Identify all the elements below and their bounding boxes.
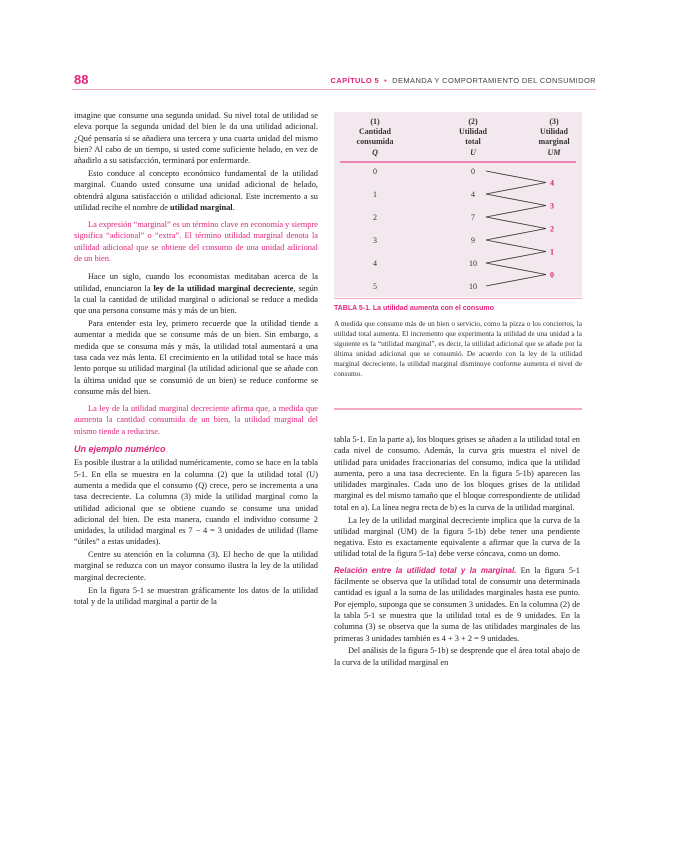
paragraph: Para entender esta ley, primero recuerde que la utilidad tiende a aumentar a medida que se consume más de un bien. Sin embargo, a medida que se consuma más y más, la utilidad total aumentará a una tasa cada vez más lenta. El crecimiento en la utilidad total se hace más lento porque su utilidad marginal (la utilidad adicional que se añade con la última unidad que se consumió de un bien) se reduce conforme se consume más del bien. [74,319,318,396]
run-in-heading: Relación entre la utilidad total y la marginal. [334,565,517,575]
text: , según la cual la cantidad de utilidad marginal o adicional se reduce a medida que una persona consume más y más de un bien. [74,283,318,316]
table-caption: TABLA 5-1. La utilidad aumenta con el consumo [334,305,494,312]
paragraph: tabla 5-1. En la parte a), los bloques grises se añaden a la utilidad total en cada nivel de consumo. Además, la curva gris muestra el nivel de utilidad para unidades fraccionarias del consumo, indica que la utilidad aumenta, pero a una tasa decreciente. En la figura 5-1b) aparecen las utilidades marginales. Cada uno de los bloques grises de la utilidad marginal es del mismo tamaño que el bloque correspondiente de utilidad total en a). La línea negra recta de b) es la curva de la utilidad marginal. [334,435,580,512]
paragraph: imagine que consume una segunda unidad. Su nivel total de utilidad se eleva porque la segunda unidad del bien le da una utilidad adicional. ¿Qué pensaría si se añadiera una tercera y una cuarta unidad del mismo bien? Al cabo de un tiempo, si usted come suficiente helado, en vez de añadirlo a su satisfacción, terminará por enfermarde. [74,111,318,166]
paragraph: En la figura 5-1 se muestran gráficamente los datos de la utilidad total y de la utilidad marginal a partir de la [74,585,318,606]
marginal-utility-cell: 0 [550,270,554,280]
paragraph: La ley de la utilidad marginal decreciente implica que la curva de la utilidad marginal (UM) de la figura 5-1b) debe tener una pendiente negativa. Esto es exactamente equivalente a afirmar que la curva de la utilidad total de la figura 5-1a) debe verse cóncava, como un domo. [334,515,580,559]
caption-rule [334,298,582,299]
text: Esto conduce al concepto económico fundamental de la utilidad marginal. Cuando usted consume una unidad adicional de helado, obtendrá alguna satisfacción o utilidad adicional. Este incremento a su utilidad recibe el nombre de [74,168,318,212]
marginal-utility-cell: 3 [550,201,554,211]
running-head [331,76,596,85]
col1-label: Cantidad [358,127,392,136]
paragraph [74,271,318,316]
col3-label: Utilidad [539,127,569,136]
col2-label: total [465,137,481,146]
paragraph [334,565,580,644]
total-utility-cell: 0 [471,167,475,176]
text: En la figura 5-1 fácilmente se observa que la utilidad total de consumir una determinada cantidad es igual a la suma de las utilidades marginales hasta ese punto. Por ejemplo, suponga que se consumen 3 unidades. En la columna (2) de la tabla 5-1 se muestra que la utilidad total es de 9 unidades. En la columna (3) se observa que la suma de las utilidades marginales de las primeras 3 unidades también es 4 + 3 + 2 = 9 unidades. [334,565,580,643]
total-utility-cell: 10 [469,282,477,291]
col1-symbol: Q [372,148,378,157]
paragraph: Es posible ilustrar a la utilidad numéricamente, como se hace en la tabla 5-1. En ella se muestra en la columna (2) que la utilidad total (U) aumenta a medida que el consumo (Q) crece, pero se incrementa a una tasa decreciente. La columna (3) mide la utilidad marginal como la utilidad adicional que se obtiene cuando se consume una unidad adicional del bien. De esta manera, cuando el individuo consume 2 unidades, la utilidad marginal es 7 − 4 = 3 unidades de utilidad (llame “útiles” a estas unidades). [74,458,318,547]
col2-symbol: U [470,148,476,157]
table-description: A medida que consume más de un bien o servicio, como la pizza o los conciertos, la utilidad total aumenta. El incremento que experimenta la utilidad de una unidad a la siguiente es la “utilidad marginal”, es decir, la utilidad adicional que se añade por la última unidad adicional que se consumió. De acuerdo con la ley de la utilidad marginal decreciente, la utilidad marginal disminuye conforme aumenta el nivel de consumo. [334,319,582,378]
separator-dot: • [384,76,388,85]
quantity-cell: 3 [373,236,377,245]
text: Hace un siglo, cuando los economistas meditaban acerca de la utilidad, enunciaron la [74,272,318,293]
subheading: Un ejemplo numérico [74,444,166,455]
chapter-label: CAPÍTULO 5 [330,76,380,85]
table-5-1 [334,112,582,297]
total-utility-cell: 4 [471,190,475,199]
right-column [334,434,580,669]
left-column [74,110,318,609]
highlight-note: La expresión “marginal” es un término clave en economía y siempre significa “adicional” o “extra”. El término utilidad marginal denota la utilidad adicional que se obtiene del consumo de una unidad adicional de un bien. [74,220,318,264]
term: utilidad marginal [170,202,233,212]
text: . [232,202,235,212]
highlight-note: La ley de la utilidad marginal decreciente afirma que, a medida que aumenta la cantidad consumida de un bien, la utilidad marginal del mismo tiende a reducirse. [74,404,318,436]
term: ley de la utilidad marginal decreciente [153,283,294,293]
paragraph [74,168,318,213]
marginal-utility-cell: 2 [550,224,554,234]
total-utility-cell: 7 [471,213,475,222]
quantity-cell: 5 [373,282,377,291]
paragraph: Centre su atención en la columna (3). El hecho de que la utilidad marginal se reduzca con un mayor consumo ilustra la ley de la utilidad marginal decreciente. [74,550,318,582]
page-number: 88 [74,72,89,87]
chapter-title: DEMANDA Y COMPORTAMIENTO DEL CONSUMIDOR [392,76,596,85]
col3-number: (3) [549,117,559,126]
col1-number: (1) [370,117,380,126]
quantity-cell: 1 [373,190,377,199]
col3-symbol: UM [547,148,561,157]
marginal-utility-cell: 1 [550,247,554,257]
total-utility-cell: 10 [469,259,477,268]
col2-number: (2) [468,117,478,126]
header-rule [72,89,596,90]
total-utility-cell: 9 [471,236,475,245]
caption-rule-bottom [334,408,582,410]
quantity-cell: 2 [373,213,377,222]
col1-label: consumida [356,137,394,146]
col2-label: Utilidad [458,127,488,136]
quantity-cell: 4 [373,259,377,268]
quantity-cell: 0 [373,167,377,176]
col3-label: marginal [538,137,570,146]
marginal-utility-cell: 4 [550,178,554,188]
paragraph: Del análisis de la figura 5-1b) se desprende que el área total abajo de la curva de la utilidad marginal en [334,646,580,667]
